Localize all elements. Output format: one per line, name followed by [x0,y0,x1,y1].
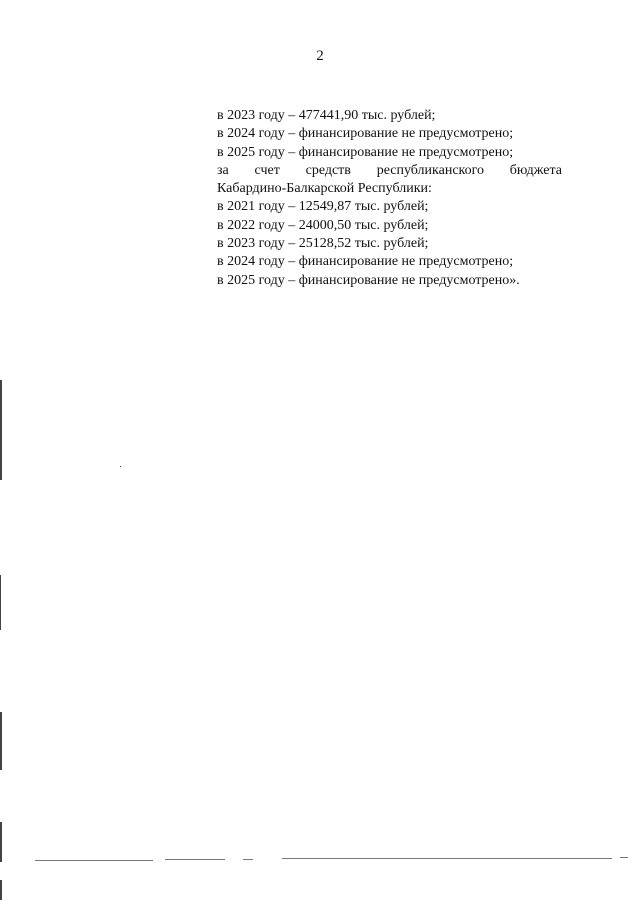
page-number: 2 [316,48,324,64]
scan-mark [0,880,2,900]
text-line: в 2024 году – финансирование не предусмотрено; [217,254,514,270]
scan-dot [120,466,121,467]
text-line: в 2023 году – 477441,90 тыс. рублей; [217,108,436,123]
scan-mark [0,712,2,770]
text-line: в 2024 году – финансирование не предусмотрено; [217,126,514,142]
scan-mark [0,575,1,630]
scan-line [243,859,253,860]
scan-mark [0,822,2,862]
scan-line [165,859,225,860]
scan-line [35,860,153,861]
funding-text-block [217,107,562,290]
scan-mark [0,380,2,480]
text-line: в 2023 году – 25128,52 тыс. рублей; [217,236,429,252]
scan-line [282,858,612,859]
text-line: Кабардино-Балкарской Республики: [217,181,432,197]
text-line: в 2022 году – 24000,50 тыс. рублей; [217,217,429,233]
text-line: в 2025 году – финансирование не предусмотрено». [217,272,520,288]
text-line-justified: за счет средств республиканского бюджета [217,162,562,178]
text-line: в 2025 году – финансирование не предусмотрено; [217,144,514,160]
scan-line [620,857,628,858]
text-line: в 2021 году – 12549,87 тыс. рублей; [217,199,429,215]
